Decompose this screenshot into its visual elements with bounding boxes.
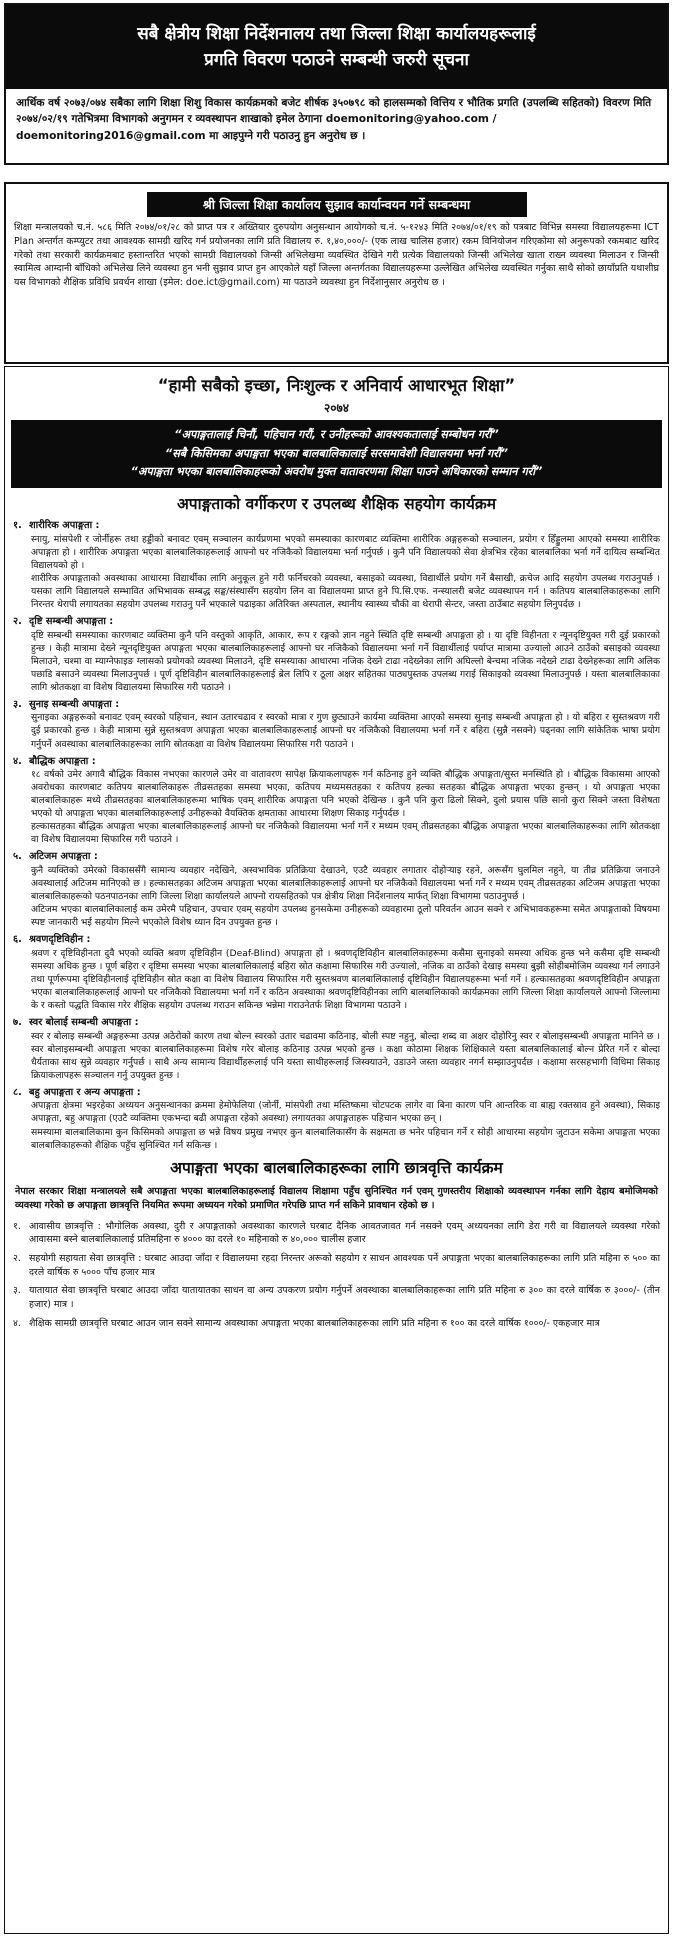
- urgent-notice-box: [4, 3, 669, 165]
- list-item: [13, 519, 660, 611]
- notice-body: [6, 89, 667, 150]
- item-number: २.: [13, 1253, 21, 1265]
- notice-email-yahoo[interactable]: doemonitoring@yahoo.com: [325, 113, 489, 126]
- list-item: [13, 1086, 660, 1152]
- item-title: स्वर बोलाई सम्बन्धी अपाङ्गता :: [29, 1017, 139, 1029]
- item-number: १.: [13, 520, 22, 532]
- item-title: शारीरिक अपाङ्गता :: [29, 520, 100, 532]
- item-paragraph: स्वर र बोलाइ सम्बन्धी अङ्गहरूमा उत्पन्न अठेरोको कारण तथा बोल्न स्वरको उतार चढावमा कठिनाइ, बोली स्पष्ट नहुनु, बोल्दा शब्द वा अक्षर दोहोरिनु स्वर र बोलाइसम्बन्धी अपाङ्गता मानिने छ । स्वर बोलाइसम्बन्धी अपाङ्गता भएका बालबालिकाहरूमा विशेष गरेर बोलाइ कठिनाइ उत्पन्न भएको हुन्छ । कक्षा कोठामा शिक्षक शिक्षिकाले यस्ता बालबालिकालाई बोल्न प्रेरित गर्ने र बोल्दा धैर्यताका साथ सुन्ने व्यवहार गर्नुपर्छ । साथै अन्य सामान्य विद्यार्थीहरूलाई पनि यस्ता साथीहरूलाई जिस्क्याउने, उडाउने जस्ता व्यवहार नगर्न सम्झाउनुपर्दछ । कक्षामा सरसहभागी विधिमा सिकाइ क्रियाकलापहरू सञ्चालन गर्नु उपयुक्त हुन्छ ।: [31, 1030, 660, 1081]
- item-title: दृष्टि सम्बन्धी अपाङ्गता :: [29, 616, 114, 628]
- item-paragraph: श्रवण र दृष्टिविहीनता दुवै भएको व्यक्ति श्रवण दृष्टिविहीन (Deaf-Blind) अपाङ्गता हो । श्रवणदृष्टिविहीन बालबालिकाहरूमा कसैमा सुनाइको समस्या अधिक हुन्छ भने कसैमा दृष्टि सम्बन्धी समस्या अधिक हुन्छ । पूर्ण बहिरा र दृष्टिमा समस्या भएका बालबालिकालाई बहिरा स्रोत कक्षामा सिफारिस गरी उज्यालो, नजिक वा ठाउँको देखाइ समस्या बुझी सोहीबमोजिम व्यवस्था गर्न लगाउने तथा पूर्णरूपमा दृष्टिविहीनलाई दृष्टिविहीन स्रोत कक्षा वा विशेष विद्यालय सिफारिस गरी सुस्तश्रवण बालबालिकालाई दृष्टिविहीन विद्यालयहरूमा भर्ना गर्ने । हल्कासतहका श्रवणदृष्टिविहीन अपाङ्गता भएका बालबालिकाहरूलाई आफ्नो घर नजिकैको विद्यालयमा भर्ना गर्ने र कठिन अवस्थाका श्रवणदृष्टिविहीनका लागि बालबालिकाको कार्यक्रमका लागि जिल्ला शिक्षा कार्यालयले आफ्नो जिल्लामा के र कस्तो पद्धति विकास गरेर शैक्षिक सहयोग उपलब्ध गराउन सकिन्छ भन्नेमा गराउनेतर्फ शिक्षा विभागमा पठाउने ।: [31, 947, 660, 1012]
- list-item: [13, 1284, 660, 1311]
- item-number: ८.: [13, 1086, 22, 1098]
- item-number: ४.: [13, 1317, 21, 1329]
- quotes-banner: [11, 420, 662, 487]
- list-item: [13, 1317, 660, 1331]
- item-paragraph: दृष्टि सम्बन्धी समस्याका कारणबाट व्यक्तिमा कुनै पनि वस्तुको आकृति, आकार, रूप र रङ्गको ज्ञान नहुने स्थिति दृष्टि सम्बन्धी अपाङ्गता हो । या दृष्टि विहीनता र न्यूनदृष्टियुक्त गरी दुई प्रकारको हुन्छ । केही मात्रामा देख्ने न्यूनदृष्टियुक्त अपाङ्गता भएका बालबालिकाहरूलाई आफ्नो घर नजिकैको विद्यालयमा भर्ना गर्ने विद्यार्थीलाई पर्याप्त मात्रामा उज्यालो आउने ठाउँको बसाइको व्यवस्था मिलाउने, चश्मा वा म्याग्नेफाइङ ग्लासको प्रयोगको व्यवस्था मिलाउने, दृष्टि समस्याका आधारमा नजिक देख्ने टाढा नदेख्नेका लागि अघिल्लो बेन्चमा नजिक नदेख्ने टाढा देख्नेहरूका लागि अलिक पछाडि बसाउने व्यवस्था मिलाउनुपर्छ । पूर्ण दृष्टिविहीन बालबालिकाहरूलाई ब्रेल लिपि र ठूला अक्षर सहितका पाठ्यपुस्तक उपलब्ध गराई सिकाइको व्यवस्था मिलाउनुपर्छ । यस्ता बालबालिकाका लागि श्रोतकक्षा वा विशेष विद्यालयमा सिफारिस गरी पठाउने ।: [31, 629, 660, 693]
- list-item: [13, 698, 660, 751]
- slogan-year: २०७४: [324, 400, 349, 415]
- notice-body-end: मा आइपुग्ने गरी पठाउनु हुन अनुरोध छ ।: [209, 129, 366, 142]
- list-item: [13, 850, 660, 929]
- item-number: ६.: [13, 934, 22, 946]
- scholarship-text: आवासीय छात्रवृत्ति : भौगोलिक अवस्था, दुरी र अपाङ्गताको अवस्थाका कारणले घरबाट दैनिक आवतजावत गर्न नसक्ने एवम् अध्ययनका लागि डेरा गरी वा विद्यालयले व्यवस्था गरेको आवासमा बस्ने बालबालिकालाई प्रतिमहिना रु ४००० का दरले १० महिनाको रु ४०,००० चालीस हजार: [29, 1220, 660, 1246]
- scholarship-intro: नेपाल सरकार शिक्षा मन्त्रालयले सबै अपाङ्गता भएका बालबालिकाहरूलाई विद्यालय शिक्षामा पहुँच सुनिश्चित गर्न एवम् गुणस्तरीय शिक्षाको व्यवस्थापन गर्नका लागि देहाय बमोजिमको व्यवस्था गरेको छ अपाङ्गता छात्रवृत्ति नियमित रूपमा अध्ययन गरेको प्रमाणित गरेपछि प्राप्त गर्न सकिने प्रावधान रहेको छ ।: [15, 1186, 658, 1212]
- classification-list: [5, 519, 668, 1152]
- item-paragraph: हल्कासतहका बौद्धिक अपाङ्गता भएका बालबालिकाहरूलाई आफ्नो घर नजिकैको विद्यालयमा भर्ना गर्ने र मध्यम एवम् तीव्रसतहका बौद्धिक अपाङ्गता भएका बालबालिकाहरूका लागि स्रोतकक्षा वा विशेष विद्यालयमा सिफारिस गरी पठाउने ।: [31, 821, 660, 846]
- notice-body-text: आर्थिक वर्ष २०७३/०७४ सबैका लागि शिक्षा शिशु विकास कार्यक्रमको बजेट शीर्षक ३५०७९८ को हालसम्मको वित्तिय र भौतिक प्रगति (उपलब्धि सहितको) विवरण मिति २०७४/०२/१९ गतेभित्रमा विभागको अनुगमन र व्यवस्थापन शाखाको इमेल ठेगाना: [16, 97, 652, 126]
- classification-heading: अपाङ्गताको वर्गीकरण र उपलब्ध शैक्षिक सहयोग कार्यक्रम: [176, 494, 497, 513]
- item-paragraph: समस्यामा बालबालिकामा कुन किसिमको अपाङ्गता छ भन्ने विषय प्रमुख नभएर कुन बालबालिकासँग के सक्षमता छ भनेर पहिचान गर्ने र सोही आधारमा सहयोग जुटाउन सकेमा अपाङ्गता भएका बालबालिकाहरूको शैक्षिक पहुँच सुनिश्चित गर्न सकिन्छ ।: [31, 1126, 660, 1151]
- scholarship-text: शैक्षिक सामग्री छात्रवृत्ति घरबाट आउन जान सक्ने सामान्य अवस्थाका अपाङ्गता भएका बालबालिकाहरूका लागि प्रति महिना रु १०० का दरले वार्षिक १०००/- एकहजार मात्र: [29, 1317, 600, 1329]
- item-paragraph: अटिजम भएका बालबालिकालाई कम उमेरमै पहिचान, उपचार एवम् सहयोग उपलब्ध हुनसकेमा उनीहरूको व्यवहारमा ठूलो परिवर्तन आउन सक्ने र अभिभावकहरूमा समेत अपाङ्गताको विषयमा स्पष्ट जानकारी भई सहयोग मिल्ने भएकोले विशेष ध्यान दिन उपयुक्त हुन्छ ।: [31, 904, 660, 929]
- list-item: [13, 1220, 660, 1247]
- list-item: [13, 1016, 660, 1082]
- notice-title-banner: [6, 5, 667, 89]
- list-item: [13, 1252, 660, 1279]
- notice-title-line1: सबै क्षेत्रीय शिक्षा निर्देशनालय तथा जिल्ला शिक्षा कार्यालयहरूलाई: [137, 23, 536, 44]
- item-title: सुनाइ सम्बन्धी अपाङ्गता :: [29, 698, 120, 710]
- quote-line: “अपाङ्गता भएका बालबालिकाहरूको अवरोध मुक्त वातावरणमा शिक्षा पाउने अधिकारको सम्मान गरौं”: [130, 465, 543, 479]
- notice-title-line2: प्रगति विवरण पठाउने सम्बन्धी जरुरी सूचना: [204, 50, 469, 70]
- notice-email-gmail[interactable]: doemonitoring2016@gmail.com: [16, 129, 206, 142]
- list-item: [13, 755, 660, 847]
- list-item: [13, 615, 660, 694]
- notice-email-separator: /: [492, 113, 497, 126]
- scholarship-list: [5, 1216, 668, 1330]
- item-paragraph: अपाङ्गता क्षेत्रमा भइरहेका अध्ययन अनुसन्धानका क्रममा हेमोफेलिया (जोर्नी, मांसपेशी तथा मस्तिष्कमा चोटपटक लागेर वा बिना कारण पनि आन्तरिक वा बाह्य रक्तस्राव हुने अवस्था), सिकाइ अपाङ्गता, बहु अपाङ्गता (एउटै व्यक्तिमा एकभन्दा बढी अपाङ्गता रहेको अवस्था) लगायतका अपाङ्गताहरू पहिचान भएका छन् ।: [31, 1100, 660, 1125]
- item-number: ४.: [13, 755, 22, 767]
- item-number: ५.: [13, 851, 22, 863]
- item-paragraph: शारीरिक अपाङ्गताको अवस्थाका आधारमा विद्यार्थीका लागि अनुकूल हुने गरी फर्निचरको व्यवस्था, बसाइको व्यवस्था, विद्यार्थीले प्रयोग गर्ने बैसाखी, क्रचेज आदि सहयोग उपलब्ध गराउनुपर्छ । यसका लागि विद्यालयले सम्भावित अभिभावक सम्बद्ध सङ्घ/संस्थासँग सहयोग लिन वा विद्यालयमा प्राप्त हुने पि.सि.एफ. नन्स्यालरी बजेट व्यवस्थापन गर्न । कतिपय बालबालिकाहरूका लागि निरन्तर थेरापी लगायतका सहयोग उपलब्ध गराउनु पर्ने भएकाले पढाइका अतिरिक्त अस्पताल, स्थानीय स्वास्थ्य चौकी वा थेरापी सेन्टर, जस्ता ठाउँबाट सहयोग लिनुपर्दछ ।: [31, 572, 660, 610]
- item-number: ३.: [13, 698, 22, 710]
- item-paragraph: १८ वर्षको उमेर अगावै बौद्धिक विकास नभएका कारणले उमेर वा वातावरण सापेक्ष क्रियाकलापहरू गर्न कठिनाइ हुने व्यक्ति बौद्धिक अपाङ्गता/सुस्त मनस्थिति हो । बौद्धिक विकासमा आएको अवरोधका कारणबाट कतिपय बालबालिकाहरू तीव्रसतहका समस्या भएका, कतिपय मध्यमसतहका र कतिपय हल्का सतहका बौद्धिक अपाङ्गता भएका हुन्छन् । यो अपाङ्गता भएका बालबालिकाहरू मध्ये तीव्रसतहका बालबालिकाहरूमा भाषिक एवम् शारीरिक अपाङ्गता पनि भएको देखिन्छ । कुनै पनि कुरा ढिलो सिक्ने, दुलो प्रयास पछि सानो कुरा सिक्ने जस्ता विशेषता भएको यो अपाङ्गता भएका बालबालिकाहरूलाई उनीहरूको वैयक्तिक क्षमताका आधारमा शिक्षण सिकाइ गर्नुपर्दछ ।: [31, 769, 660, 820]
- item-number: ३.: [13, 1285, 21, 1297]
- slogan: “हामी सबैको इच्छा, निःशुल्क र अनिवार्य आधारभूत शिक्षा”: [157, 376, 516, 395]
- item-title: बहु अपाङ्गता र अन्य अपाङ्गता :: [29, 1086, 141, 1098]
- item-title: बौद्धिक अपाङ्गता :: [29, 755, 96, 767]
- item-number: २.: [13, 616, 22, 628]
- item-number: १.: [13, 1220, 21, 1232]
- item-title: श्रवणदृष्टिविहीन :: [29, 934, 91, 946]
- implementation-notice-box: [4, 182, 669, 364]
- item-paragraph: कुनै व्यक्तिको उमेरको विकाससँगै सामान्य व्यवहार नदेखिने, अस्वभाविक प्रतिक्रिया देखाउने, एउटै व्यवहार लगातार दोहोर्‍याइ रहने, अरूसँग घुलमिल नहुने, या तीव्र प्रतिक्रिया जनाउने अवस्थालाई अटिजम मानिएको छ । हल्कासतहका अटिजम अपाङ्गता भएका बालबालिकाहरूलाई आफ्नो घर नजिकैको विद्यालयमा भर्ना गर्ने र मध्यम एवम् तीव्रसतहका अटिजम अपाङ्गता भएका बालबालिकाहरूको पठनपाठनका लागि जिल्ला शिक्षा कार्यालयले आफ्नो रायसहितको पत्र क्षेत्रीय शिक्षा निर्देशनालय मार्फत् शिक्षा विभागमा पठाउनुपर्छ ।: [31, 864, 660, 903]
- scholarship-heading: अपाङ्गता भएका बालबालिकाहरूका लागि छात्रवृत्ति कार्यक्रम: [170, 1158, 503, 1177]
- implementation-heading: श्री जिल्ला शिक्षा कार्यालय सुझाव कार्यान्वयन गर्ने सम्बन्धमा: [147, 192, 527, 217]
- item-paragraph: सुनाइका अङ्गहरूको बनावट एवम् स्वरको पहिचान, स्थान उतारचढाव र स्वरको मात्रा र गुण छुट्याउने कार्यमा व्यक्तिमा आएको समस्या सुनाइ सम्बन्धी अपाङ्गता हो । यो बहिरा र सुस्तश्रवण गरी दुई प्रकारको हुन्छ । केही मात्रामा सुन्ने सुस्तश्रवण अपाङ्गता भएका बालबालिकाहरूलाई आफ्नो घर नजिकैको विद्यालयमा भर्ना गर्ने र बहिरा (सुन्नै नसक्ने) पढ्नका लागि सांकेतिक भाषा प्रयोग गर्नुपर्ने अवस्थाका बालबालिकाहरूका लागि स्रोतकक्षा वा विशेष विद्यालयमा सिफारिस गरी पठाउने ।: [31, 712, 660, 750]
- scholarship-text: सहयोगी सहायता सेवा छात्रवृत्ति : घरबाट आउदा जाँदा र विद्यालयमा रहदा निरन्तर अरूको सहयोग र साधन आवश्यक पर्ने अपाङ्गता भएका बालबालिकाहरूका लागि प्रति महिना रु ५०० का दरले वार्षिक रु ५००० पाँच हजार मात्र: [29, 1253, 660, 1278]
- implementation-body: शिक्षा मन्त्रालयको च.नं. ५८६ मिति २०७४/०१/२८ को प्राप्त पत्र र अख्तियार दुरुपयोग अनुसन्धान आयोगको च.नं. ५-१२४३ मिति २०७४/०१/१९ को पत्रबाट विभिन्न समस्या विद्यालयहरूमा ICT Plan अन्तर्गत कम्प्युटर तथा आवश्यक सामग्री खरिद गर्न प्रयोजनका लागि प्रति विद्यालय रु. १,४०,०००/- (एक लाख चालिस हजार) रकम विनियोजन गरिएकोमा सो अनुरूपको रकमबाट खरिद गरेको तथा सरकारी कार्यक्रमबाट हस्तान्तरित भएको सामग्री विद्यालयको जिन्सी अभिलेखमा व्यवस्थित देखिने गरी प्रत्येक विद्यालयको जिन्सी अभिलेख खाता राख्न व्यवस्था मिलाउन र जिन्सी स्वामित्व आम्दानी बाँधिको अभिलेख लिने व्यवस्था हुन भनी सुझाव प्राप्त हुन आएकोले यहाँ जिल्ला अन्तर्गतका विद्यालयहरूमा उल्लेखित अभिलेख व्यवस्थित गर्नुका साथै सोको छायाँप्रति यथाशीघ्र यस विभागको शैक्षिक प्रविधि प्रवर्धन शाखा (इमेल: doe.ict@gmail.com) मा पठाउने व्यवस्था हुन निर्देशानुसार अनुरोध छ ।: [14, 222, 659, 288]
- item-title: अटिजम अपाङ्गता :: [29, 851, 98, 863]
- quote-line: “अपाङ्गतालाई चिनौं, पहिचान गरौं, र उनीहरूको आवश्यकतालाई सम्बोधन गरौं”: [174, 428, 499, 442]
- disability-education-box: [4, 366, 669, 1934]
- item-number: ७.: [13, 1017, 22, 1029]
- item-paragraph: स्नायु, मांसपेशी र जोर्नीहरू तथा हड्डीको बनावट एवम् सञ्चालन कार्यप्रणमा भएको समस्याका कारणबाट व्यक्तिमा शारीरिक अङ्गहरूको सञ्चालन, प्रयोग र हिँड्डुलमा आएको समस्या शारीरिक अपाङ्गता हो । शारीरिक अपाङ्गता भएका बालबालिकाहरूलाई आफ्नो घर नजिकैको विद्यालयमा भर्ना गर्नुपर्छ । कुनै पनि विद्यालयको सेवा क्षेत्रभित्र रहेका बालबालिका भर्ना गर्ने दायित्व सम्बन्धित विद्यालयको हो ।: [31, 533, 660, 571]
- scholarship-text: यातायात सेवा छात्रवृत्ति घरबाट आउदा जाँदा यातायातका साधन वा अन्य उपकरण प्रयोग गर्नुपर्ने अवस्थाका बालबालिकाहरूका लागि प्रति महिना रु ३०० का दरले वार्षिक रु ३०००/- (तीन हजार) मात्र ।: [29, 1285, 660, 1310]
- list-item: [13, 933, 660, 1012]
- quote-line: “सबै किसिमका अपाङ्गता भएका बालबालिकालाई सरसमावेशी विद्यालयमा भर्ना गरौं”: [165, 446, 508, 460]
